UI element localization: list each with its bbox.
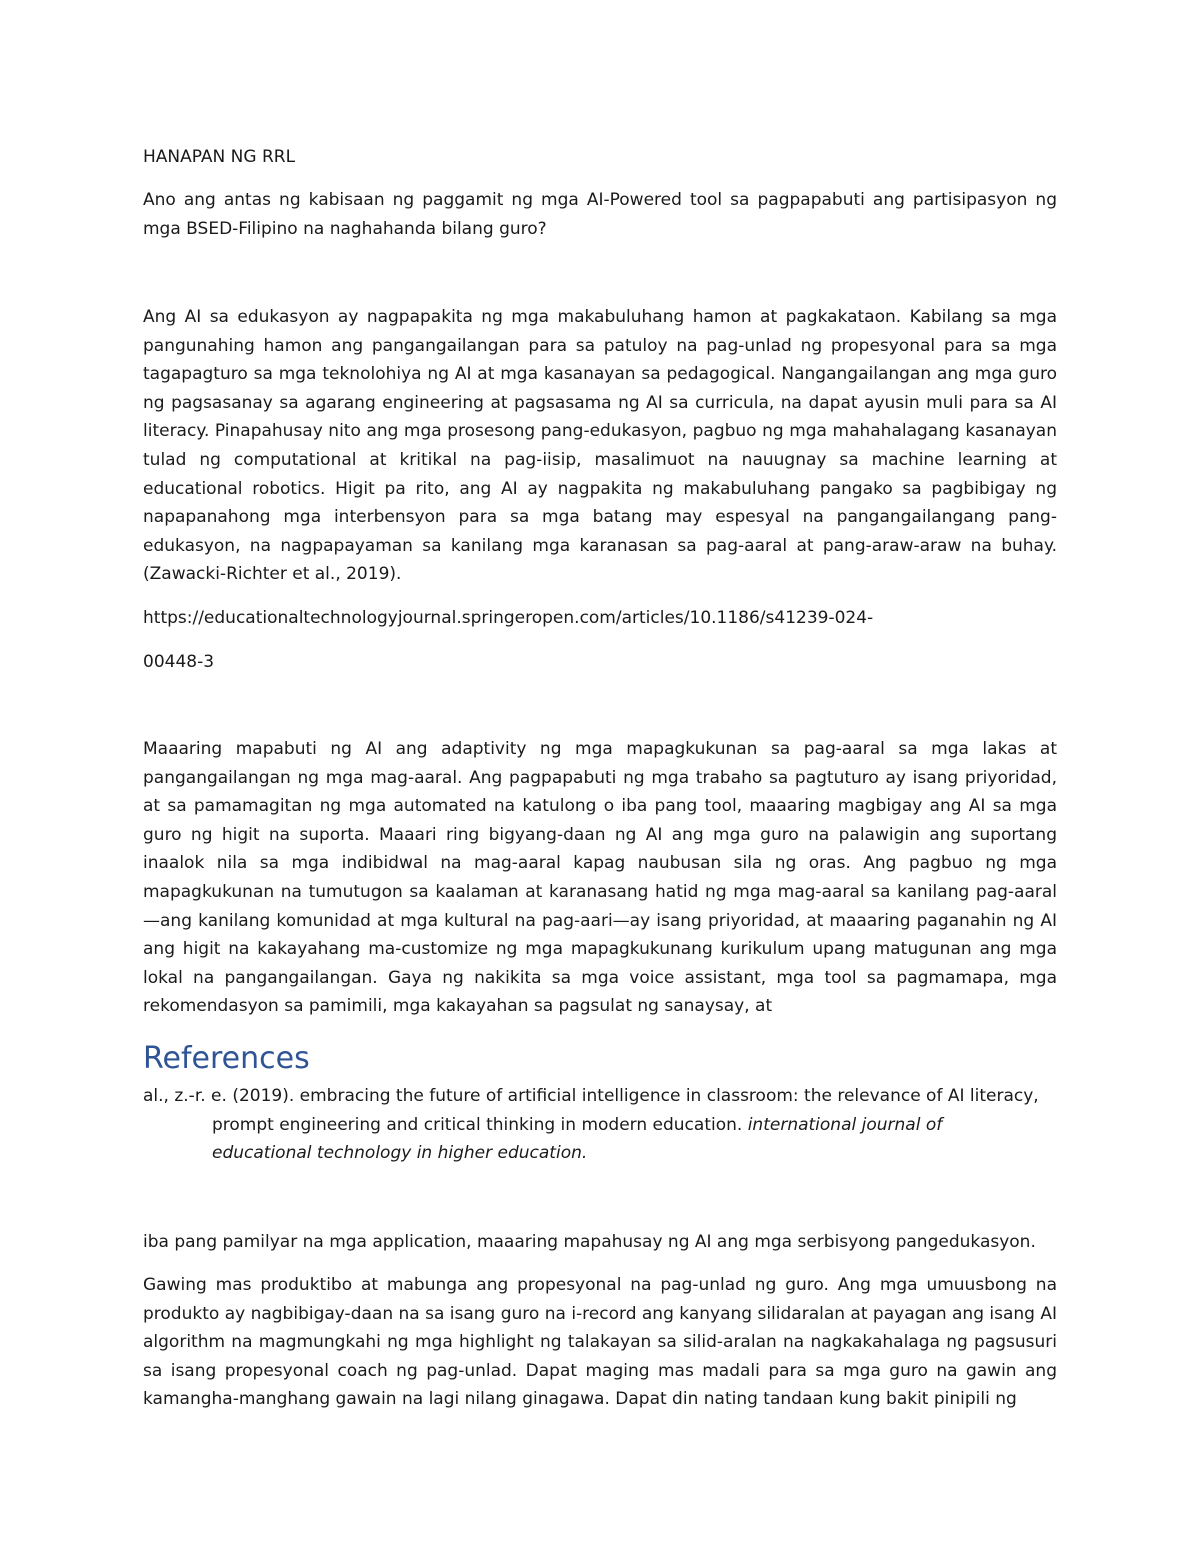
- research-question: Ano ang antas ng kabisaan ng paggamit ng mga AI-Powered tool sa pagpapabuti ang partisipasyon ng mga BSED-Filipino na naghahanda bilang guro?: [143, 190, 1057, 239]
- source-link-line-2[interactable]: 00448-3: [143, 652, 215, 672]
- reference-line-1: al., z.-r. e. (2019). embracing the future of artificial intelligence in classroom: the relevance of AI literacy,: [143, 1086, 1039, 1106]
- paragraph-ai-in-education: Ang AI sa edukasyon ay nagpapakita ng mga makabuluhang hamon at pagkakataon. Kabilang sa mga pangunahing hamon ang pangangailangan para sa patuloy na pag-unlad ng propesyonal para sa mga tagapagturo sa mga teknolohiya ng AI at mga kasanayan sa pedagogical. Nangangailangan ang mga guro ng pagsasanay sa agarang engineering at pagsasama ng AI sa curricula, na dapat ayusin muli para sa AI literacy. Pinapahusay nito ang mga prosesong pang-edukasyon, pagbuo ng mga mahahalagang kasanayan tulad ng computational at kritikal na pag-iisip, masalimuot na nauugnay sa machine learning at educational robotics. Higit pa rito, ang AI ay nagpakita ng makabuluhang pangako sa pagbibigay ng napapanahong mga interbensyon para sa mga batang may espesyal na pangangailangang pang-edukasyon, na nagpapayaman sa kanilang mga karanasan sa pag-aaral at pang-araw-araw na buhay. (Zawacki-Richter et al., 2019).: [143, 307, 1057, 585]
- reference-journal-part-2: educational technology in higher education.: [212, 1143, 588, 1164]
- reference-title: prompt engineering and critical thinking in modern education.: [212, 1114, 743, 1135]
- paragraph-teacher-development: Gawing mas produktibo at mabunga ang propesyonal na pag-unlad ng guro. Ang mga umuusbong na produkto ay nagbibigay-daan na sa isang guro na i-record ang kanyang silidaralan at payagan ang isang AI algorithm na magmungkahi ng mga highlight ng talakayan sa silid-aralan na nagkakahalaga ng pagsusuri sa isang propesyonal coach ng pag-unlad. Dapat maging mas madali para sa mga guro na gawin ang kamangha-manghang gawain na lagi nilang ginagawa. Dapat din nating tandaan kung bakit pinipili ng: [143, 1275, 1057, 1410]
- references-heading: References: [143, 1041, 310, 1076]
- document-title: HANAPAN NG RRL: [143, 147, 296, 167]
- reference-line-2: [143, 1111, 1057, 1140]
- paragraph-adaptivity: Maaaring mapabuti ng AI ang adaptivity ng mga mapagkukunan sa pag-aaral sa mga lakas at pangangailangan ng mga mag-aaral. Ang pagpapabuti ng mga trabaho sa pagtuturo ay isang priyoridad, at sa pamamagitan ng mga automated na katulong o iba pang tool, maaaring magbigay ang AI sa mga guro ng higit na suporta. Maaari ring bigyang-daan ng AI ang mga guro na palawigin ang suportang inaalok nila sa mga indibidwal na mag-aaral kapag naubusan sila ng oras. Ang pagbuo ng mga mapagkukunan na tumutugon sa kaalaman at karanasang hatid ng mga mag-aaral sa kanilang pag-aaral —ang kanilang komunidad at mga kultural na pag-aari—ay isang priyoridad, at maaaring paganahin ng AI ang higit na kakayahang ma-customize ng mga mapagkukunang kurikulum upang matugunan ang mga lokal na pangangailangan. Gaya ng nakikita sa mga voice assistant, mga tool sa pagmamapa, mga rekomendasyon sa pamimili, mga kakayahan sa pagsulat ng sanaysay, at: [143, 739, 1057, 1017]
- reference-entry: [143, 1082, 1057, 1168]
- source-link-line-1[interactable]: https://educationaltechnologyjournal.springeropen.com/articles/10.1186/s41239-024-: [143, 608, 874, 628]
- reference-journal-part-1: international journal of: [747, 1114, 943, 1135]
- paragraph-familiar-applications: iba pang pamilyar na mga application, maaaring mapahusay ng AI ang mga serbisyong pangedukasyon.: [143, 1232, 1036, 1252]
